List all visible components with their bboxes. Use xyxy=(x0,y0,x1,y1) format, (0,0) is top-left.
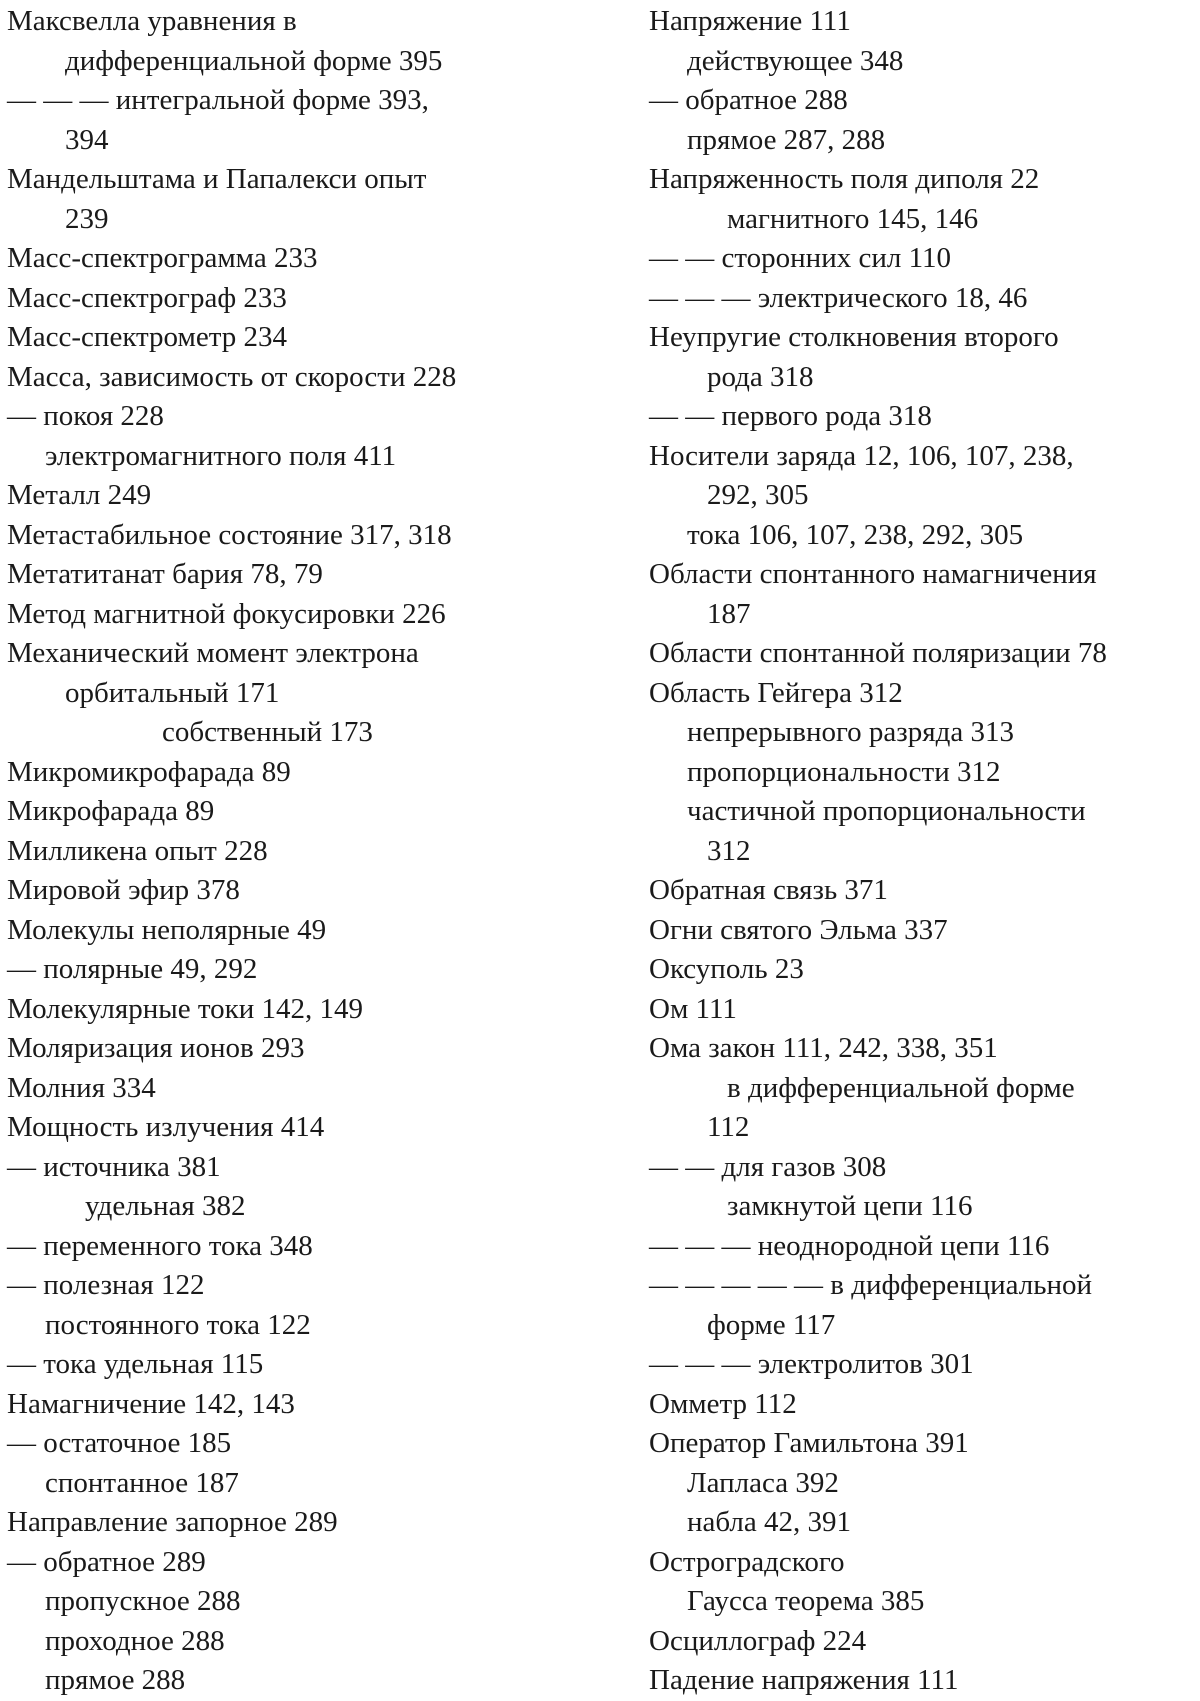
index-entry: Метатитанат бария 78, 79 xyxy=(7,558,323,590)
index-entry: удельная 382 xyxy=(85,1190,246,1222)
index-entry: Мощность излучения 414 xyxy=(7,1111,325,1143)
index-entry: Мировой эфир 378 xyxy=(7,874,240,906)
index-entry: магнитного 145, 146 xyxy=(727,202,979,235)
index-entry: частичной пропорциональности xyxy=(687,795,1086,827)
index-entry: Моляризация ионов 293 xyxy=(7,1032,305,1064)
index-entry: Носители заряда 12, 106, 107, 238, xyxy=(649,439,1074,472)
index-entry: 394 xyxy=(65,123,109,156)
index-entry: Ома закон 111, 242, 338, 351 xyxy=(649,1032,998,1064)
index-entry: Мандельштама и Папалекси опыт xyxy=(7,163,427,195)
index-entry: — — — неоднородной цепи 116 xyxy=(649,1229,1050,1262)
index-entry: Масс-спектрометр 234 xyxy=(7,321,288,353)
index-entry: Обратная связь 371 xyxy=(649,874,888,906)
index-entry: прямое 288 xyxy=(45,1664,186,1696)
index-entry: тока 106, 107, 238, 292, 305 xyxy=(687,518,1024,551)
index-entry: — переменного тока 348 xyxy=(7,1229,313,1262)
index-entry: Намагничение 142, 143 xyxy=(7,1387,295,1420)
index-entry: действующее 348 xyxy=(687,44,904,77)
index-entry: Молния 334 xyxy=(7,1071,156,1104)
index-entry: спонтанное 187 xyxy=(45,1466,239,1499)
index-entry: — остаточное 185 xyxy=(7,1427,232,1459)
index-entry: Молекулярные токи 142, 149 xyxy=(7,992,364,1025)
index-entry: Оксуполь 23 xyxy=(649,953,804,985)
index-entry: проходное 288 xyxy=(45,1624,225,1657)
index-entry: Осциллограф 224 xyxy=(649,1624,867,1657)
index-entry: Огни святого Эльма 337 xyxy=(649,913,948,946)
index-entry: — — — электролитов 301 xyxy=(649,1348,974,1380)
index-entry: в дифференциальной форме xyxy=(727,1071,1075,1104)
index-entry: — тока удельная 115 xyxy=(7,1348,264,1380)
index-entry: непрерывного разряда 313 xyxy=(687,716,1014,748)
index-entry: — полярные 49, 292 xyxy=(7,953,258,985)
index-entry: Милликена опыт 228 xyxy=(7,834,268,867)
index-entry: Микромикрофарада 89 xyxy=(7,755,291,788)
index-entry: Масс-спектрограф 233 xyxy=(7,281,287,314)
index-entry: — — для газов 308 xyxy=(649,1150,887,1183)
index-entry: — — — — — в дифференциальной xyxy=(649,1269,1093,1301)
index-entry: пропускное 288 xyxy=(45,1585,241,1617)
index-entry: постоянного тока 122 xyxy=(45,1308,311,1341)
index-entry: Максвелла уравнения в xyxy=(7,5,297,37)
index-entry: Область Гейгера 312 xyxy=(649,676,903,709)
index-entry: Ом 111 xyxy=(649,992,737,1025)
index-entry: Метод магнитной фокусировки 226 xyxy=(7,597,446,630)
index-column-right xyxy=(649,2,1194,1701)
index-entry: Метастабильное состояние 317, 318 xyxy=(7,518,452,551)
index-entry: Направление запорное 289 xyxy=(7,1506,338,1538)
index-entry: Остроградского xyxy=(649,1545,845,1578)
index-entry: Неупругие столкновения второго xyxy=(649,321,1059,353)
index-entry: Напряжение 111 xyxy=(649,5,851,37)
index-entry: Напряженность поля диполя 22 xyxy=(649,163,1040,195)
index-entry: Оператор Гамильтона 391 xyxy=(649,1427,969,1459)
index-entry: — источника 381 xyxy=(7,1150,221,1183)
index-entry: собственный 173 xyxy=(162,716,373,748)
index-entry: Масс-спектрограмма 233 xyxy=(7,242,318,274)
index-column-left xyxy=(7,2,607,1701)
index-entry: Гаусса теорема 385 xyxy=(687,1585,925,1617)
index-entry: — — — электрического 18, 46 xyxy=(649,281,1028,314)
index-entry: 187 xyxy=(707,597,751,630)
index-entry: Омметр 112 xyxy=(649,1387,797,1420)
index-entry: 112 xyxy=(707,1111,750,1143)
index-entry: — покоя 228 xyxy=(7,400,164,432)
index-entry: замкнутой цепи 116 xyxy=(727,1190,973,1222)
index-entry: 239 xyxy=(65,202,109,235)
index-entry: — обратное 288 xyxy=(649,84,848,116)
index-entry: пропорциональности 312 xyxy=(687,755,1001,788)
index-entry: Лапласа 392 xyxy=(687,1466,839,1499)
index-entry: прямое 287, 288 xyxy=(687,123,886,156)
index-entry: орбитальный 171 xyxy=(65,676,280,709)
index-entry: Механический момент электрона xyxy=(7,637,419,669)
index-entry: — — первого рода 318 xyxy=(649,400,932,432)
index-entry: 292, 305 xyxy=(707,479,809,511)
index-entry: Падение напряжения 111 xyxy=(649,1664,959,1696)
index-entry: Области спонтанного намагничения xyxy=(649,558,1097,590)
index-entry: Микрофарада 89 xyxy=(7,795,215,827)
index-entry: Области спонтанной поляризации 78 xyxy=(649,637,1107,669)
index-entry: Масса, зависимость от скорости 228 xyxy=(7,360,457,393)
index-entry: — обратное 289 xyxy=(7,1545,206,1578)
index-entry: электромагнитного поля 411 xyxy=(45,439,397,472)
index-entry: — — сторонних сил 110 xyxy=(649,242,952,274)
index-entry: набла 42, 391 xyxy=(687,1506,852,1538)
index-entry: дифференциальной форме 395 xyxy=(65,44,443,77)
index-entry: — полезная 122 xyxy=(7,1269,205,1301)
index-entry: форме 117 xyxy=(707,1308,836,1341)
index-entry: рода 318 xyxy=(707,360,814,393)
index-entry: Молекулы неполярные 49 xyxy=(7,913,327,946)
index-entry: — — — интегральной форме 393, xyxy=(7,84,429,116)
index-entry: Металл 249 xyxy=(7,479,152,511)
index-entry: 312 xyxy=(707,834,751,867)
